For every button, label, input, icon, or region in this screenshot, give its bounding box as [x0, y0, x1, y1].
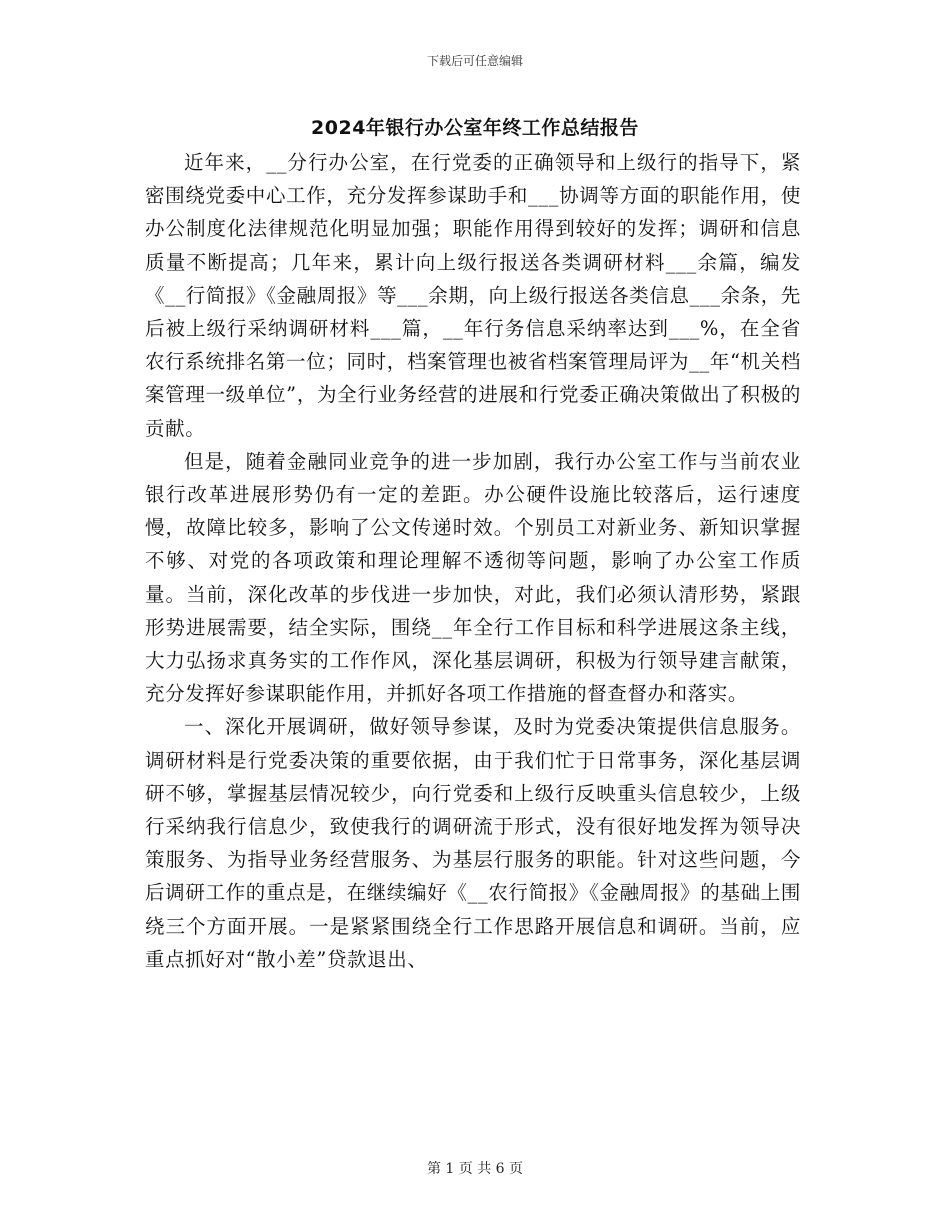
document-body [145, 146, 801, 976]
paragraph-section-one: 一、深化开展调研，做好领导参谋，及时为党委决策提供信息服务。调研材料是行党委决策的重要依据，由于我们忙于日常事务，深化基层调研不够，掌握基层情况较少，向行党委和上级行反映重头信息较少，上级行采纳我行信息少，致使我行的调研流于形式，没有很好地发挥为领导决策服务、为指导业务经营服务、为基层行服务的职能。针对这些问题，今后调研工作的重点是，在继续编好《__农行简报》《金融周报》的基础上围绕三个方面开展。一是紧紧围绕全行工作思路开展信息和调研。当前，应重点抓好对“散小差”贷款退出、 [145, 715, 801, 971]
page-number: 第 1 页 共 6 页 [426, 1161, 524, 1177]
paragraph-intro: 近年来，__分行办公室，在行党委的正确领导和上级行的指导下，紧密围绕党委中心工作，充分发挥参谋助手和___协调等方面的职能作用，使办公制度化法律规范化明显加强；职能作用得到较好的发挥；调研和信息质量不断提高；几年来，累计向上级行报送各类调研材料___余篇，编发《__行简报》《金融周报》等___余期，向上级行报送各类信息___余条，先后被上级行采纳调研材料___篇，__年行务信息采纳率达到___%，在全省农行系统排名第一位；同时，档案管理也被省档案管理局评为__年“机关档案管理一级单位”，为全行业务经营的进展和行党委正确决策做出了积极的贡献。 [145, 151, 801, 440]
page-header-note: 下载后可任意编辑 [426, 54, 523, 68]
document-title: 2024年银行办公室年终工作总结报告 [311, 117, 639, 139]
paragraph-gaps: 但是，随着金融同业竞争的进一步加剧，我行办公室工作与当前农业银行改革进展形势仍有一定的差距。办公硬件设施比较落后，运行速度慢，故障比较多，影响了公文传递时效。个别员工对新业务、新知识掌握不够、对党的各项政策和理论理解不透彻等问题，影响了办公室工作质量。当前，深化改革的步伐进一步加快，对此，我们必须认清形势，紧跟形势进展需要，结全实际，围绕__年全行工作目标和科学进展这条主线，大力弘扬求真务实的工作作风，深化基层调研，积极为行领导建言献策，充分发挥好参谋职能作用，并抓好各项工作措施的督查督办和落实。 [145, 449, 801, 706]
